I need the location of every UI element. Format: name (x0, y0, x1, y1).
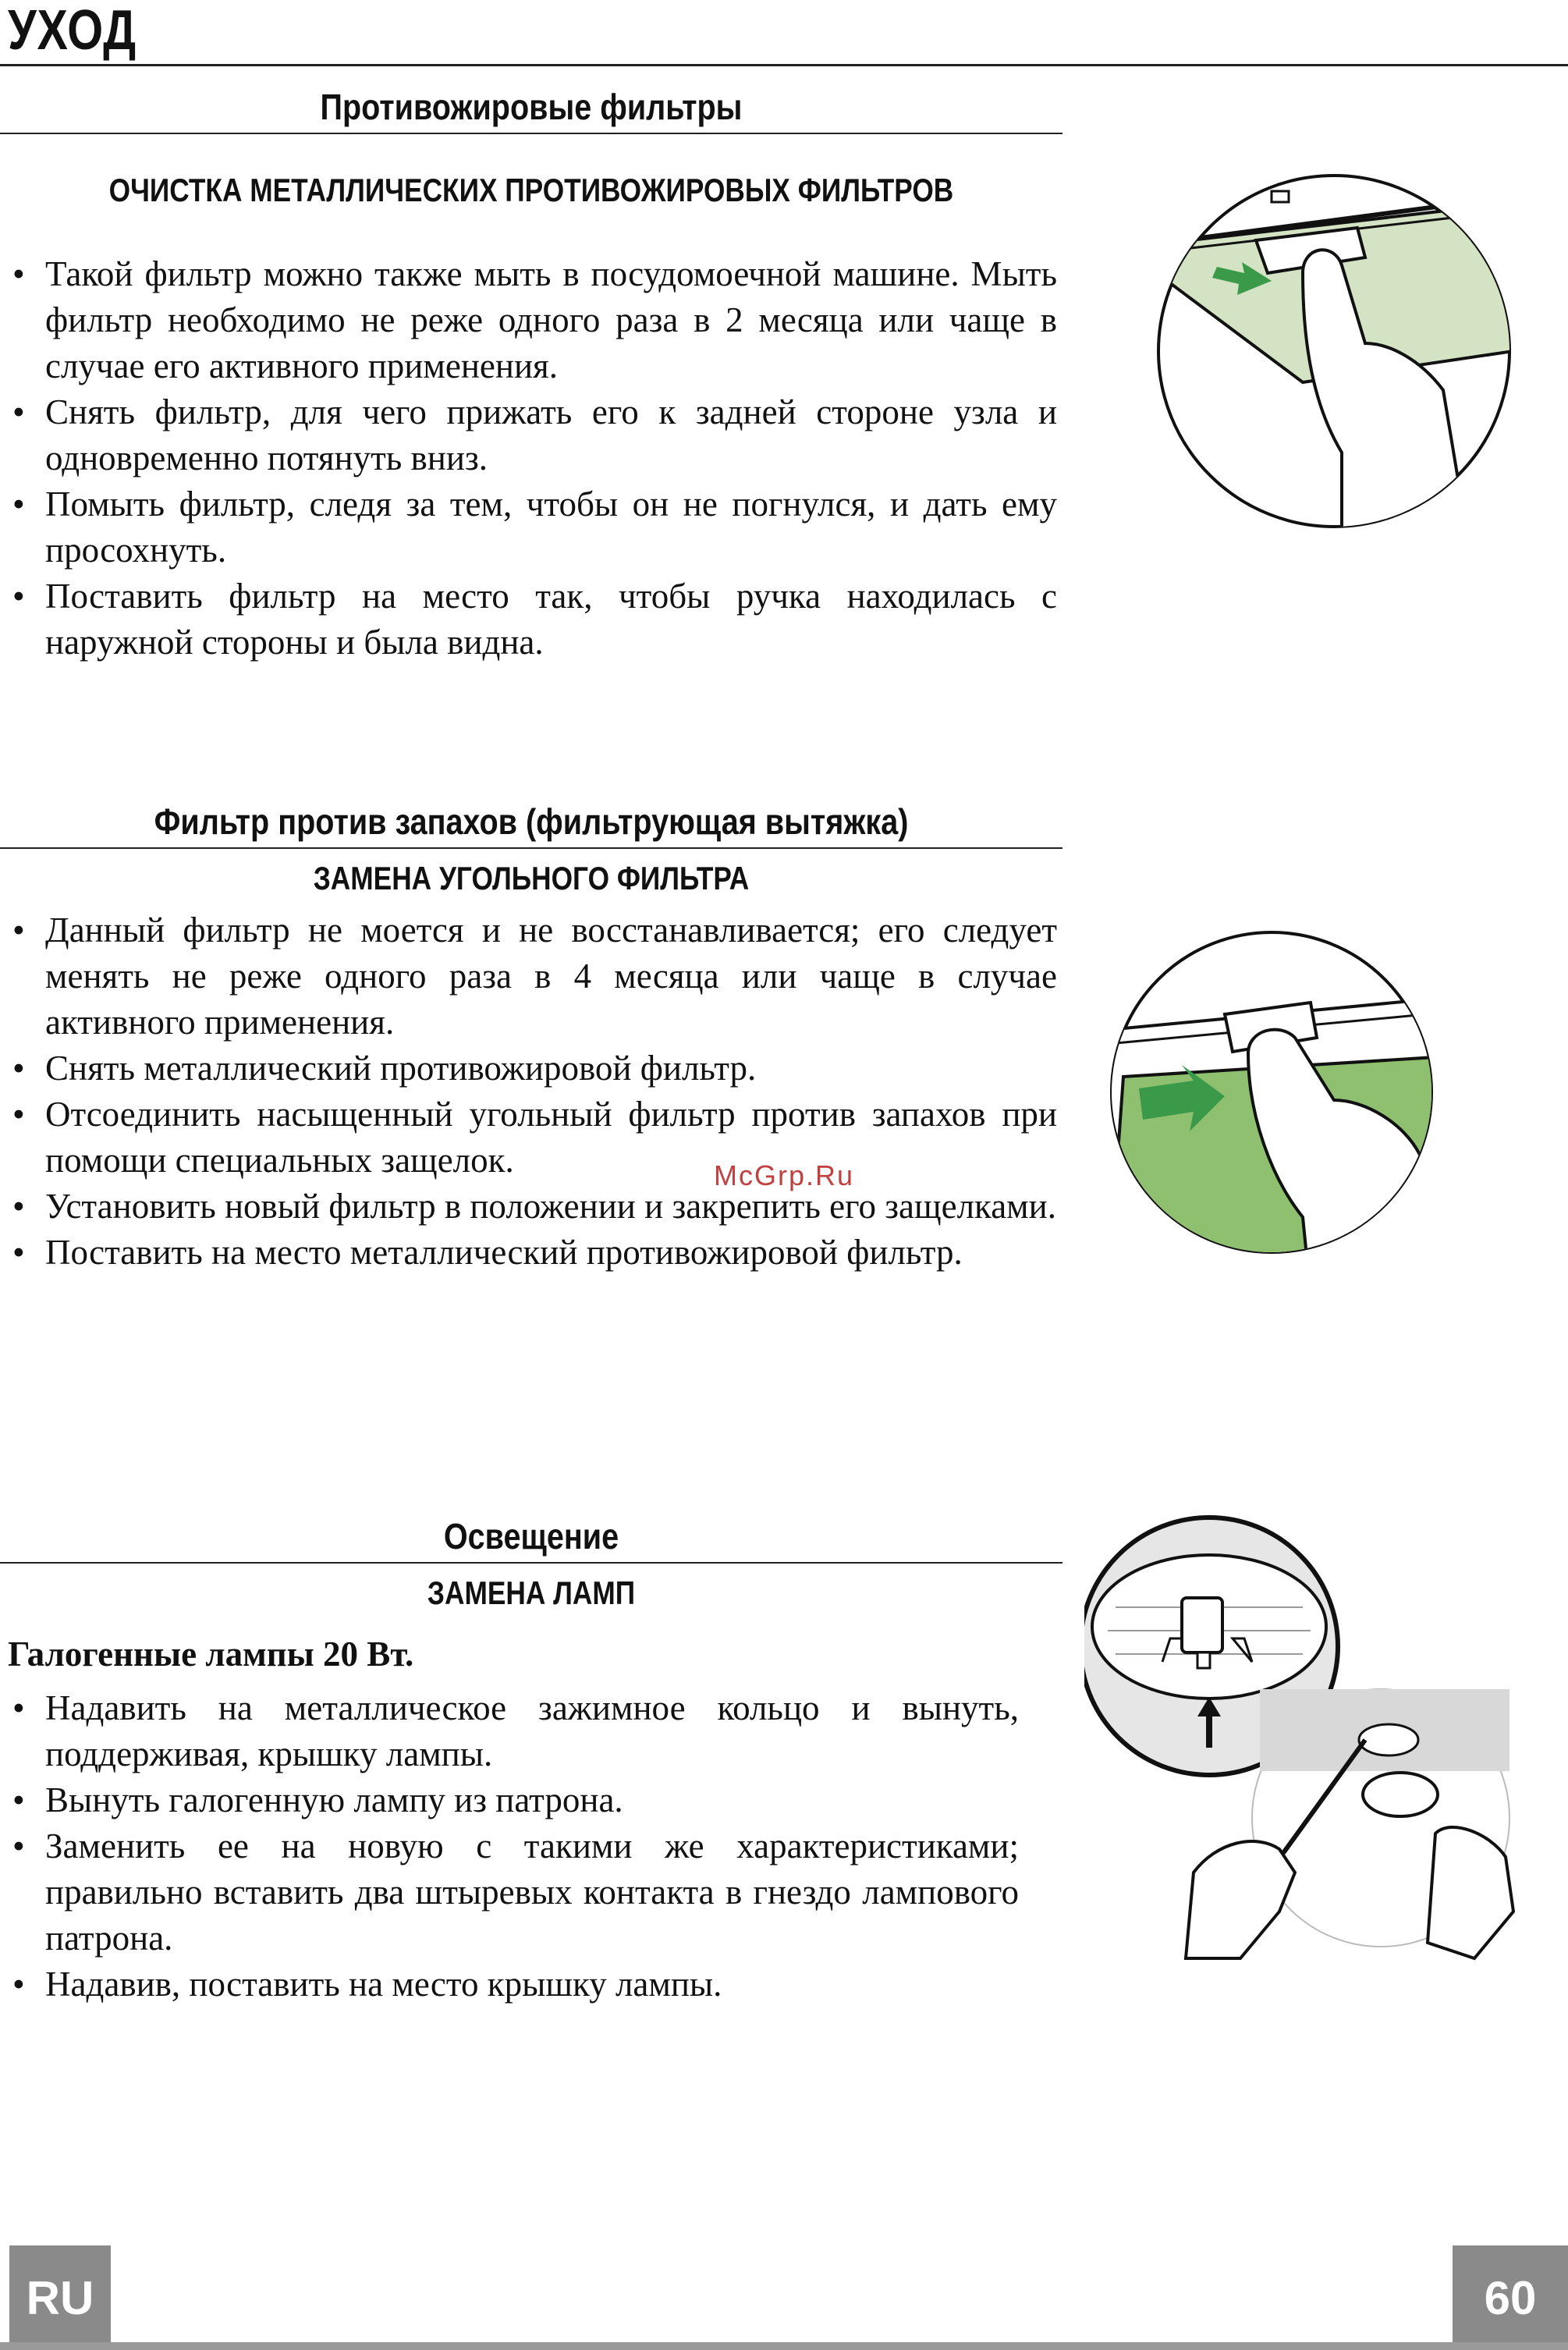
section-title-lighting: Освещение (443, 1516, 619, 1557)
page-title: УХОД (8, 0, 137, 62)
list-item: • Надавив, поставить на место крышку лампы. (8, 1961, 1019, 2007)
carbon-filter-illustration (1108, 921, 1513, 1295)
list-item: • Установить новый фильтр в положении и закрепить его защелками. (8, 1184, 1057, 1230)
grease-filter-removal-illustration (1108, 156, 1513, 531)
list-item: • Поставить фильтр на место так, чтобы ручка находилась с наружной стороны и была видна. (8, 573, 1057, 666)
footer-bar (0, 2342, 1568, 2350)
subtitle-metal-filter-cleaning: ОЧИСТКА МЕТАЛЛИЧЕСКИХ ПРОТИВОЖИРОВЫХ ФИЛЬТРОВ (108, 172, 954, 208)
grease-filter-steps (8, 251, 1057, 666)
lamp-replacement-illustration (1084, 1506, 1552, 1974)
subtitle-lamp-replacement: ЗАМЕНА ЛАМП (427, 1574, 636, 1611)
list-item: • Поставить на место металлический противожировой фильтр. (8, 1230, 1057, 1276)
page-number: 60 (1453, 2245, 1568, 2350)
language-tag: RU (9, 2245, 111, 2350)
watermark: McGrp.Ru (714, 1159, 855, 1191)
carbon-filter-steps (8, 907, 1057, 1276)
list-item: • Снять металлический противожировой фильтр. (8, 1045, 1057, 1092)
header-rule (0, 64, 1568, 66)
lamp-replacement-steps (8, 1685, 1019, 2007)
list-item: • Снять фильтр, для чего прижать его к задней стороне узла и одновременно потянуть вниз. (8, 389, 1057, 481)
list-item: • Отсоединить насыщенный угольный фильтр против запахов при помощи специальных защелок. (8, 1092, 1057, 1184)
section-rule (0, 133, 1062, 134)
list-item: • Помыть фильтр, следя за тем, чтобы он не погнулся, и дать ему просохнуть. (8, 481, 1057, 573)
section-rule (0, 847, 1062, 849)
list-item: • Данный фильтр не моется и не восстанавливается; его следует менять не реже одного раза в 4 месяца или чаще в случае активного применения. (8, 907, 1057, 1045)
list-item: • Заменить ее на новую с такими же характеристиками; правильно вставить два штыревых контакта в гнездо лампового патрона. (8, 1823, 1019, 1961)
list-item: • Вынуть галогенную лампу из патрона. (8, 1777, 1019, 1823)
subtitle-carbon-filter-replacement: ЗАМЕНА УГОЛЬНОГО ФИЛЬТРА (313, 860, 750, 896)
lamp-spec: Галогенные лампы 20 Вт. (8, 1635, 414, 1674)
section-title-odour-filter: Фильтр против запахов (фильтрующая вытяжка) (154, 801, 909, 842)
section-title-grease-filters: Противожировые фильтры (320, 87, 743, 127)
section-rule (0, 1562, 1062, 1564)
list-item: • Такой фильтр можно также мыть в посудомоечной машине. Мыть фильтр необходимо не реже одного раза в 2 месяца или чаще в случае его активного применения. (8, 251, 1057, 389)
list-item: • Надавить на металлическое зажимное кольцо и вынуть, поддерживая, крышку лампы. (8, 1685, 1019, 1777)
